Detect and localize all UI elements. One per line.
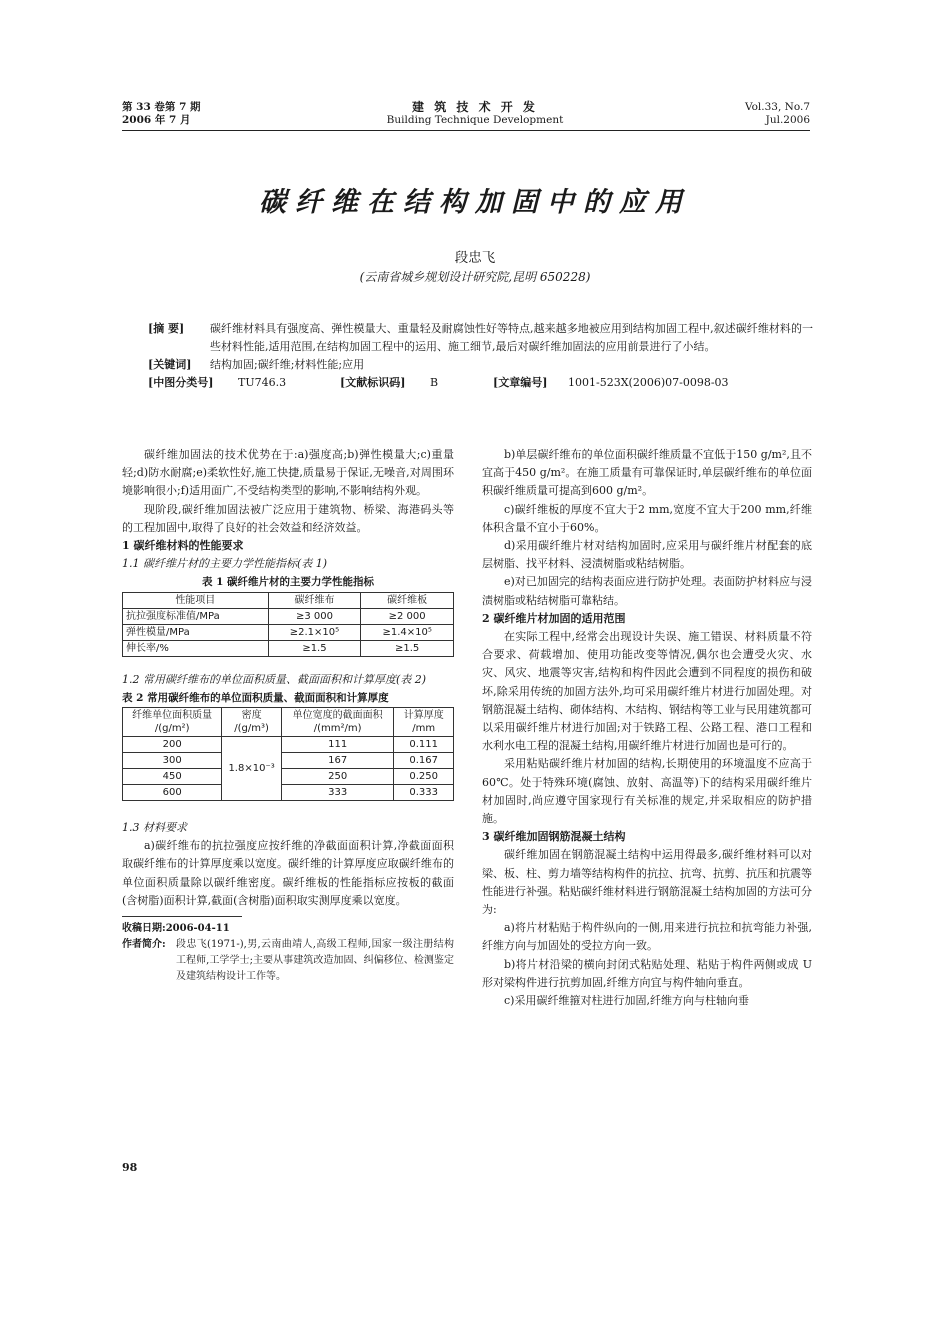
table-cell: ≥1.5	[361, 640, 454, 656]
intro-paragraph-1: 碳纤维加固法的技术优势在于:a)强度高;b)弹性模量大;c)重量轻;d)防水耐腐;e)柔软性好,施工快捷,质量易于保证,无噪音,对周围环境影响很小;f)适用面广,不受结构类型的影响,不影响结构外观。	[122, 448, 454, 498]
table-cell: ≥1.4×10⁵	[361, 624, 454, 640]
footnote-block	[122, 921, 454, 985]
article-number-value: 1001-523X(2006)07-0098-03	[568, 375, 729, 389]
table-cell: 333	[281, 785, 394, 801]
received-date: 收稿日期:2006-04-11	[122, 923, 230, 935]
page-number: 98	[122, 1161, 138, 1174]
section-3-heading: 3 碳纤维加固钢筋混凝土结构	[482, 830, 626, 844]
paper-title: 碳纤维在结构加固中的应用	[259, 187, 691, 218]
doc-code-label: [文献标识码]	[340, 375, 406, 389]
table-2-header-area: 单位宽度的截面面积 /(mm²/m)	[281, 708, 394, 737]
right-column	[482, 446, 812, 1010]
table-2-header-thickness: 计算厚度 /mm	[394, 708, 454, 737]
table-cell: 0.250	[394, 769, 454, 785]
section-1-1-heading: 1.1 碳纤维片材的主要力学性能指标(表 1)	[122, 557, 328, 571]
table-2-density-cell: 1.8×10⁻³	[222, 737, 282, 801]
header-rule	[122, 130, 810, 131]
section-1-3-heading: 1.3 材料要求	[122, 821, 187, 835]
abstract-text: 碳纤维材料具有强度高、弹性模量大、重量轻及耐腐蚀性好等特点,越来越多地被应用到结构加固工程中,叙述碳纤维材料的一些材料性能,适用范围,在结构加固工程中的运用、施工细节,最后对碳纤维加固法的应用前景进行了小结。	[210, 322, 813, 353]
table-1-caption: 表 1 碳纤维片材的主要力学性能指标	[201, 576, 375, 589]
table-cell: 0.111	[394, 737, 454, 753]
abstract-block	[148, 320, 813, 392]
table-1-header-item: 性能项目	[123, 592, 269, 608]
table-row	[123, 592, 454, 608]
table-cell: 伸长率/%	[123, 640, 269, 656]
table-cell: ≥2.1×10⁵	[268, 624, 361, 640]
table-cell: ≥2 000	[361, 608, 454, 624]
table-row	[123, 624, 454, 640]
section-1-heading: 1 碳纤维材料的性能要求	[122, 539, 244, 553]
header-center-line2: Building Technique Development	[386, 114, 564, 126]
table-1-header-cloth: 碳纤维布	[268, 592, 361, 608]
left-column	[122, 446, 454, 985]
intro-paragraph-2: 现阶段,碳纤维加固法被广泛应用于建筑物、桥梁、海港码头等的工程加固中,取得了良好的社会效益和经济效益。	[122, 502, 454, 534]
clc-value: TU746.3	[238, 375, 287, 389]
table-row	[123, 608, 454, 624]
section-3-item-b: b)将片材沿梁的横向封闭式粘贴处理、粘贴于构件两侧或成 U 形对梁构件进行抗剪加固,纤维方向宜与构件轴向垂直。	[482, 957, 812, 989]
header-right-line1: Vol.33, No.7	[744, 101, 810, 113]
table-cell: 111	[281, 737, 394, 753]
table-cell: 167	[281, 753, 394, 769]
doc-code-value: B	[430, 375, 439, 389]
section-2-paragraph-2: 采用粘贴碳纤维片材加固的结构,长期使用的环境温度不应高于60℃。处于特殊环境(腐蚀、放射、高温等)下的结构采用碳纤维片材加固时,尚应遵守国家现行有关标准的规定,并采取相应的防护措施。	[482, 757, 812, 826]
table-cell: 600	[123, 785, 222, 801]
journal-issue	[640, 101, 810, 127]
article-number-label: [文章编号]	[493, 375, 548, 389]
header-left-line2: 2006 年 7 月	[122, 114, 191, 126]
keywords-text: 结构加固;碳纤维;材料性能;应用	[210, 358, 365, 371]
author-bio: 段忠飞(1971-),男,云南曲靖人,高级工程师,国家一级注册结构工程师,工学学士;主要从事建筑改造加固、纠偏移位、检测鉴定及建筑结构设计工作等。	[176, 939, 454, 983]
section-3-paragraph-1: 碳纤维加固在钢筋混凝土结构中运用得最多,碳纤维材料可以对梁、板、柱、剪力墙等结构构件的抗拉、抗弯、抗剪、抗压和抗震等性能进行补强。粘贴碳纤维材料进行钢筋混凝土结构加固的方法可分为:	[482, 848, 812, 917]
author-bio-label: 作者简介:	[122, 939, 166, 951]
section-2-heading: 2 碳纤维片材加固的适用范围	[482, 611, 626, 625]
journal-volume	[122, 101, 201, 127]
table-2-header-density: 密度 /(g/m³)	[222, 708, 282, 737]
paper-author: 段忠飞	[454, 250, 496, 266]
paper-affiliation: (云南省城乡规划设计研究院,昆明 650228)	[359, 270, 591, 284]
table-cell: 抗拉强度标准值/MPa	[123, 608, 269, 624]
journal-name	[330, 101, 620, 127]
material-requirements-a: a)碳纤维布的抗拉强度应按纤维的净截面面积计算,净截面面积取碳纤维布的计算厚度乘以宽度。碳纤维的计算厚度应取碳纤维布的单位面积质量除以碳纤维密度。碳纤维板的性能指标应按板的截面(含树脂)面积计算,截面(含树脂)面积取实测厚度乘以宽度。	[122, 839, 454, 907]
clc-label: [中图分类号]	[148, 375, 214, 389]
table-2-caption: 表 2 常用碳纤维布的单位面积质量、截面面积和计算厚度	[122, 691, 389, 704]
table-2-header-mass: 纤维单位面积质量 /(g/m²)	[123, 708, 222, 737]
table-row	[123, 753, 454, 769]
section-1-2-heading: 1.2 常用碳纤维布的单位面积质量、截面面积和计算厚度(表 2)	[122, 672, 427, 686]
material-requirements-d: d)采用碳纤维片材对结构加固时,应采用与碳纤维片材配套的底层树脂、找平材料、浸渍树脂或粘结树脂。	[482, 539, 812, 571]
table-cell: 450	[123, 769, 222, 785]
table-row	[123, 640, 454, 656]
table-cell: 300	[123, 753, 222, 769]
section-2-paragraph-1: 在实际工程中,经常会出现设计失误、施工错误、材料质量不符合要求、荷载增加、使用功能改变等情况,偶尔也会遭受火灾、水灾、风灾、地震等灾害,结构和构件因此会遭到不同程度的损伤和破坏,除采用传统的加固方法外,均可采用碳纤维片材进行加固处理。对钢筋混凝土结构、砌体结构、木结构、钢结构等工业与民用建筑都可以采用碳纤维片材进行加固;对于铁路工程、公路工程、港口工程和水利水电工程的混凝土结构,用碳纤维片材进行加固也是可行的。	[482, 630, 812, 753]
table-row	[123, 708, 454, 737]
table-cell: 250	[281, 769, 394, 785]
table-cell: ≥1.5	[268, 640, 361, 656]
table-cell: 弹性模量/MPa	[123, 624, 269, 640]
table-cell: 0.333	[394, 785, 454, 801]
header-center-line1: 建 筑 技 术 开 发	[412, 100, 538, 114]
table-1	[122, 592, 454, 657]
footnote-rule	[122, 916, 242, 917]
table-cell: 200	[123, 737, 222, 753]
header-right-line2: Jul.2006	[765, 114, 810, 126]
table-cell: ≥3 000	[268, 608, 361, 624]
table-cell: 0.167	[394, 753, 454, 769]
material-requirements-c: c)碳纤维板的厚度不宜大于2 mm,宽度不宜大于200 mm,纤维体积含量不宜小于60%。	[482, 502, 812, 534]
table-row	[123, 737, 454, 753]
section-3-item-a: a)将片材粘贴于构件纵向的一侧,用来进行抗拉和抗弯能力补强,纤维方向与加固处的受拉方向一致。	[482, 921, 812, 953]
table-row	[123, 769, 454, 785]
header-left-line1: 第 33 卷第 7 期	[122, 101, 201, 113]
section-3-item-c: c)采用碳纤维箍对柱进行加固,纤维方向与柱轴向垂	[504, 994, 749, 1008]
keywords-label: [关键词]	[148, 358, 192, 371]
material-requirements-e: e)对已加固完的结构表面应进行防护处理。表面防护材料应与浸渍树脂或粘结树脂可靠粘结。	[482, 575, 812, 607]
table-2	[122, 707, 454, 801]
table-1-header-plate: 碳纤维板	[361, 592, 454, 608]
table-row	[123, 785, 454, 801]
material-requirements-b: b)单层碳纤维布的单位面积碳纤维质量不宜低于150 g/m²,且不宜高于450 g/m²。在施工质量有可靠保证时,单层碳纤维布的单位面积碳纤维质量可提高到600 g/m²。	[482, 448, 812, 498]
abstract-label: [摘 要]	[148, 322, 185, 335]
